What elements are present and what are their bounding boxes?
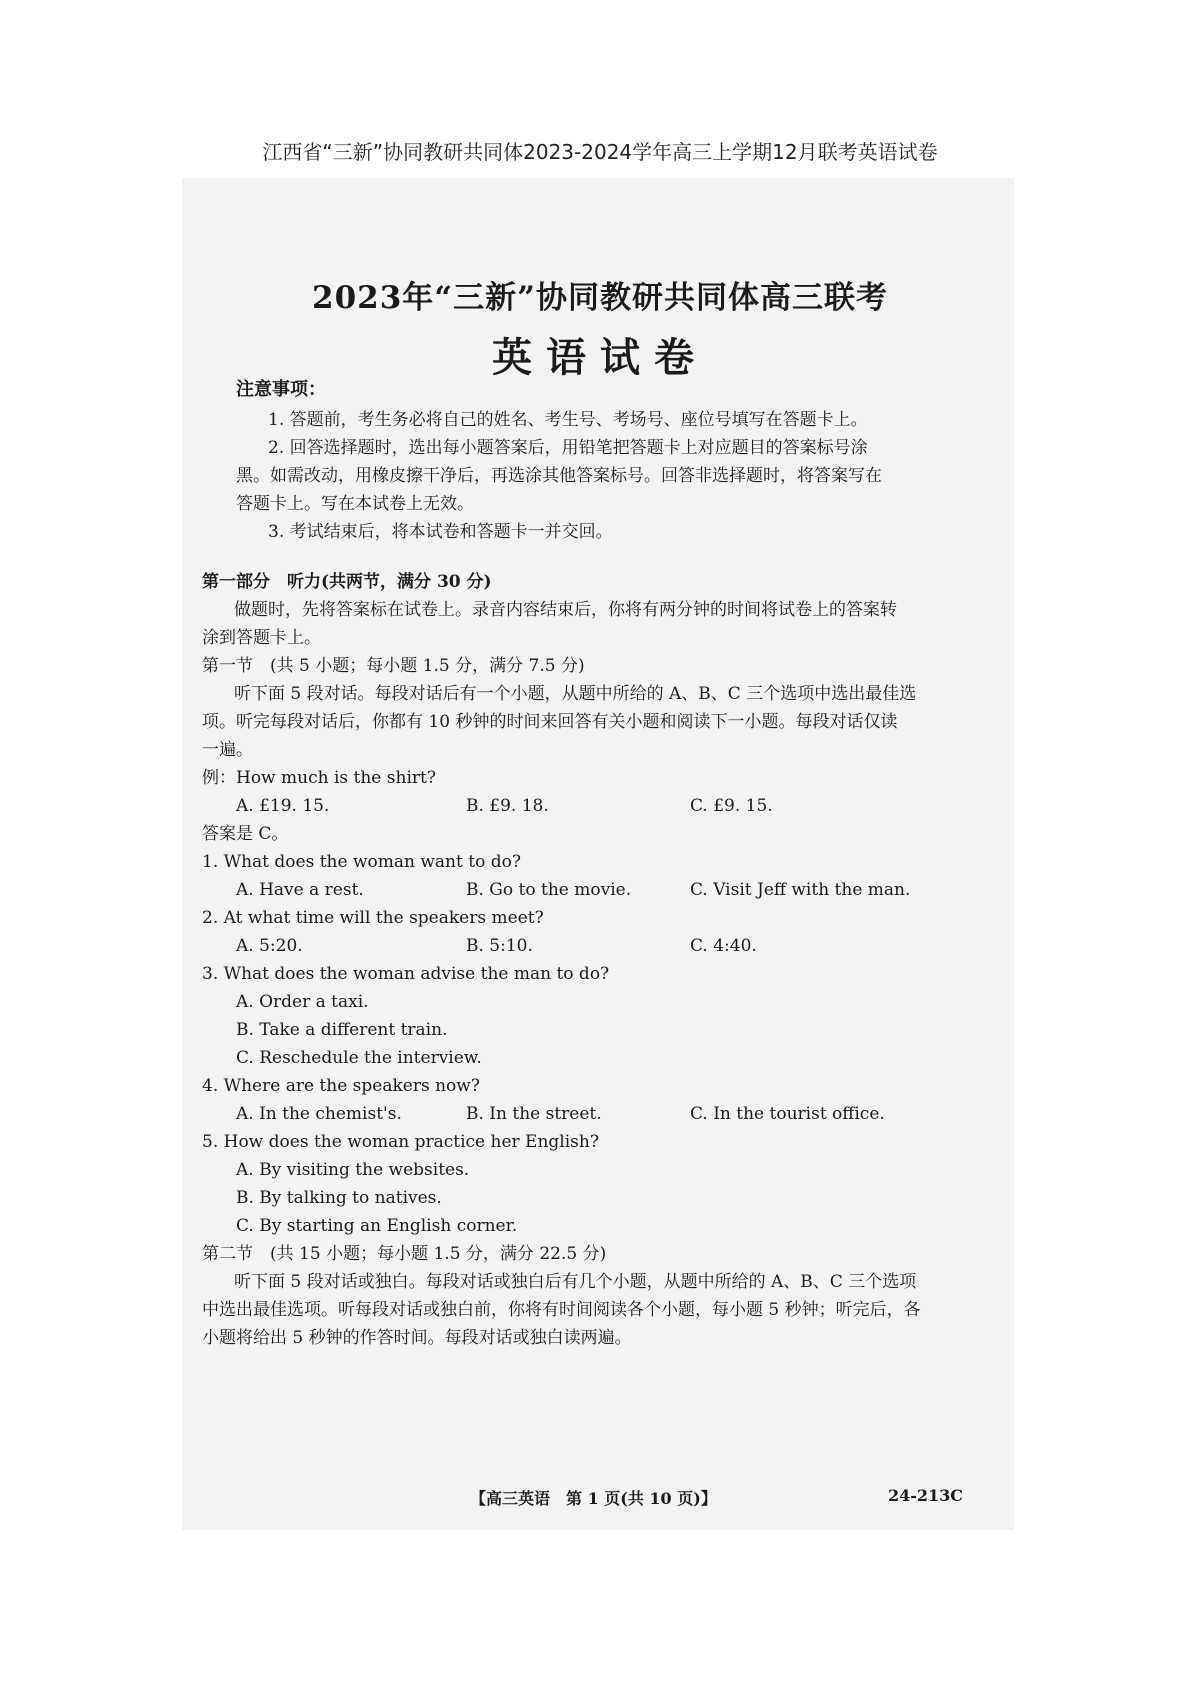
- notice-item-3: 3. 考试结束后，将本试卷和答题卡一并交回。: [268, 522, 613, 542]
- example-question: 例：How much is the shirt?: [202, 768, 436, 788]
- part1-heading: 第一部分 听力(共两节，满分 30 分): [202, 572, 492, 592]
- part1-intro-a: 做题时，先将答案标在试卷上。录音内容结束后，你将有两分钟的时间将试卷上的答案转: [234, 600, 897, 620]
- q4-option-a: A. In the chemist's.: [236, 1104, 402, 1124]
- q5-option-b: B. By talking to natives.: [236, 1188, 442, 1208]
- section1-intro-a: 听下面 5 段对话。每段对话后有一个小题，从题中所给的 A、B、C 三个选项中选出最佳选: [234, 684, 917, 704]
- section2-intro-b: 中选出最佳选项。听每段对话或独白前，你将有时间阅读各个小题，每小题 5 秒钟；听完后，各: [202, 1300, 921, 1320]
- q1-option-a: A. Have a rest.: [236, 880, 364, 900]
- q4-option-c: C. In the tourist office.: [690, 1104, 885, 1124]
- document-header: 江西省“三新”协同教研共同体2023-2024学年高三上学期12月联考英语试卷: [262, 140, 938, 164]
- q2-question: 2. At what time will the speakers meet?: [202, 908, 544, 928]
- example-option-c: C. £9. 15.: [690, 796, 773, 816]
- q5-option-a: A. By visiting the websites.: [236, 1160, 470, 1180]
- q5-option-c: C. By starting an English corner.: [236, 1216, 518, 1236]
- section2-intro-c: 小题将给出 5 秒钟的作答时间。每段对话或独白读两遍。: [202, 1328, 632, 1348]
- q4-question: 4. Where are the speakers now?: [202, 1076, 480, 1096]
- q3-option-a: A. Order a taxi.: [236, 992, 369, 1012]
- q1-option-b: B. Go to the movie.: [466, 880, 632, 900]
- q4-option-b: B. In the street.: [466, 1104, 602, 1124]
- q1-option-c: C. Visit Jeff with the man.: [690, 880, 911, 900]
- example-option-b: B. £9. 18.: [466, 796, 549, 816]
- q3-option-c: C. Reschedule the interview.: [236, 1048, 482, 1068]
- section1-intro-b: 项。听完每段对话后，你都有 10 秒钟的时间来回答有关小题和阅读下一小题。每段对话仅读: [202, 712, 898, 732]
- notice-heading: 注意事项：: [236, 379, 326, 400]
- q2-option-c: C. 4:40.: [690, 936, 757, 956]
- notice-item-2b: 黑。如需改动，用橡皮擦干净后，再选涂其他答案标号。回答非选择题时，将答案写在: [236, 466, 882, 486]
- section1-heading: 第一节 (共 5 小题；每小题 1.5 分，满分 7.5 分): [202, 656, 585, 676]
- section2-intro-a: 听下面 5 段对话或独白。每段对话或独白后有几个小题，从题中所给的 A、B、C 三个选项: [234, 1272, 917, 1292]
- q3-question: 3. What does the woman advise the man to do?: [202, 964, 610, 984]
- exam-title: 2023年“三新”协同教研共同体高三联考: [312, 280, 888, 316]
- q5-question: 5. How does the woman practice her English?: [202, 1132, 599, 1152]
- q2-option-a: A. 5:20.: [236, 936, 303, 956]
- example-option-a: A. £19. 15.: [236, 796, 330, 816]
- notice-item-1: 1. 答题前，考生务必将自己的姓名、考生号、考场号、座位号填写在答题卡上。: [268, 410, 868, 430]
- notice-item-2c: 答题卡上。写在本试卷上无效。: [236, 494, 474, 514]
- footer-page-info: 【高三英语 第 1 页(共 10 页)】: [470, 1489, 717, 1508]
- exam-subtitle: 英语试卷: [492, 334, 708, 381]
- q2-option-b: B. 5:10.: [466, 936, 533, 956]
- footer-code: 24-213C: [888, 1486, 964, 1505]
- section2-heading: 第二节 (共 15 小题；每小题 1.5 分，满分 22.5 分): [202, 1244, 607, 1264]
- q1-question: 1. What does the woman want to do?: [202, 852, 521, 872]
- example-answer: 答案是 C。: [202, 824, 289, 844]
- q3-option-b: B. Take a different train.: [236, 1020, 448, 1040]
- section1-intro-c: 一遍。: [202, 740, 253, 760]
- part1-intro-b: 涂到答题卡上。: [202, 628, 321, 648]
- notice-item-2a: 2. 回答选择题时，选出每小题答案后，用铅笔把答题卡上对应题目的答案标号涂: [268, 438, 868, 458]
